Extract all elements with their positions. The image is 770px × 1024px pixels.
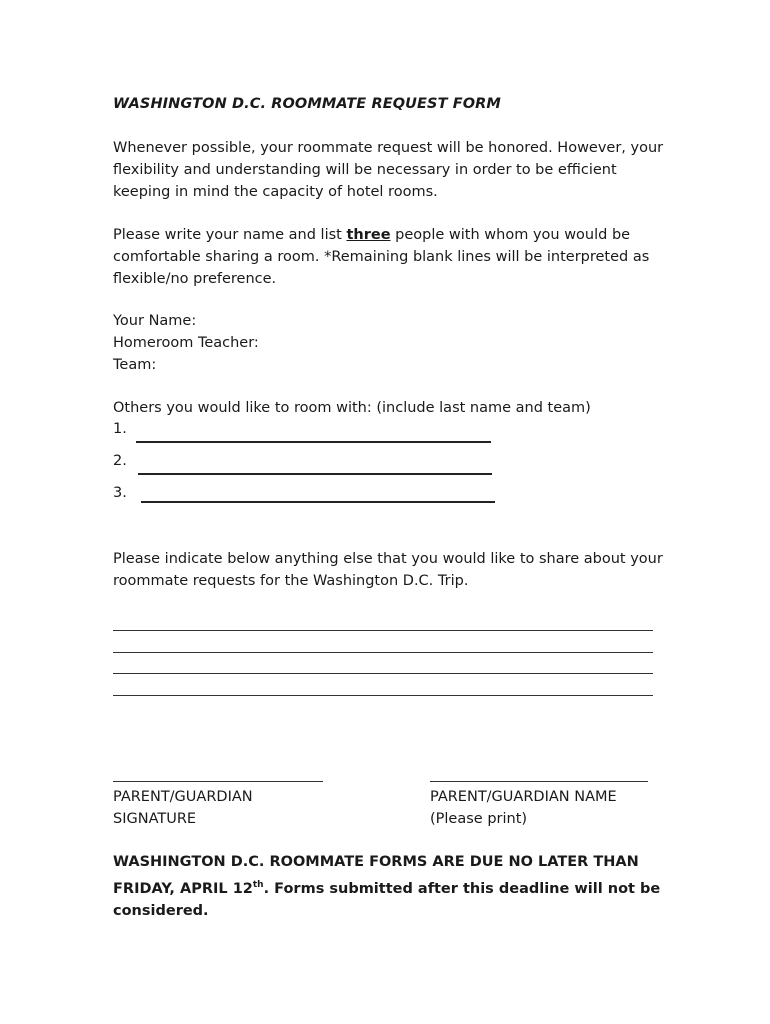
intro-paragraph	[113, 138, 663, 203]
deadline-date-suffix: th	[252, 879, 264, 890]
three-emphasis: three	[346, 227, 391, 243]
instruction-paragraph	[113, 225, 649, 290]
roommate-number-3: 3.	[113, 485, 127, 501]
intro-line: Whenever possible, your roommate request will be honored. However, your	[113, 140, 664, 156]
signature-label	[113, 786, 253, 830]
deadline-date: FRIDAY, APRIL 12	[113, 880, 253, 897]
instruction-line: flexible/no preference.	[113, 270, 277, 287]
deadline-notice	[113, 851, 673, 922]
comments-line-4[interactable]	[113, 695, 653, 696]
comments-line-2[interactable]	[113, 652, 653, 653]
comments-line-1[interactable]	[113, 630, 653, 631]
signature-line[interactable]	[113, 781, 323, 782]
instruction-line	[113, 225, 649, 247]
signature-label-line: SIGNATURE	[113, 811, 197, 827]
student-fields	[113, 311, 259, 376]
share-paragraph	[113, 549, 663, 593]
printed-name-label	[430, 786, 617, 830]
share-line: Please indicate below anything else that you would like to share about your	[113, 551, 663, 567]
roommate-line-3[interactable]	[141, 501, 495, 503]
share-line: roommate requests for the Washington D.C. Trip.	[113, 572, 469, 589]
form-title: WASHINGTON D.C. ROOMMATE REQUEST FORM	[113, 96, 501, 112]
intro-line: keeping in mind the capacity of hotel rooms.	[113, 183, 438, 200]
roommate-line-2[interactable]	[138, 473, 492, 475]
instruction-line: comfortable sharing a room. *Remaining blank lines will be interpreted as	[113, 248, 650, 265]
deadline-line: WASHINGTON D.C. ROOMMATE FORMS ARE DUE NO LATER THAN	[113, 854, 639, 870]
roommate-number-1: 1.	[113, 421, 127, 437]
comments-line-3[interactable]	[113, 673, 653, 674]
printed-name-label-line: (Please print)	[430, 811, 528, 827]
signature-label-line: PARENT/GUARDIAN	[113, 789, 253, 805]
intro-line: flexibility and understanding will be necessary in order to be efficient	[113, 161, 617, 178]
team-label: Team:	[113, 356, 157, 373]
roommate-line-1[interactable]	[136, 441, 491, 443]
deadline-line: considered.	[113, 902, 209, 919]
your-name-label: Your Name:	[113, 313, 197, 329]
deadline-line	[113, 874, 673, 900]
printed-name-line[interactable]	[430, 781, 648, 782]
instruction-text: people with whom you would be	[390, 227, 631, 243]
roommate-number-2: 2.	[113, 453, 127, 469]
roommates-label: Others you would like to room with: (include last name and team)	[113, 400, 591, 416]
deadline-text: . Forms submitted after this deadline will not be	[263, 880, 661, 897]
instruction-text: Please write your name and list	[113, 227, 347, 243]
printed-name-label-line: PARENT/GUARDIAN NAME	[430, 789, 617, 805]
homeroom-teacher-label: Homeroom Teacher:	[113, 334, 259, 351]
